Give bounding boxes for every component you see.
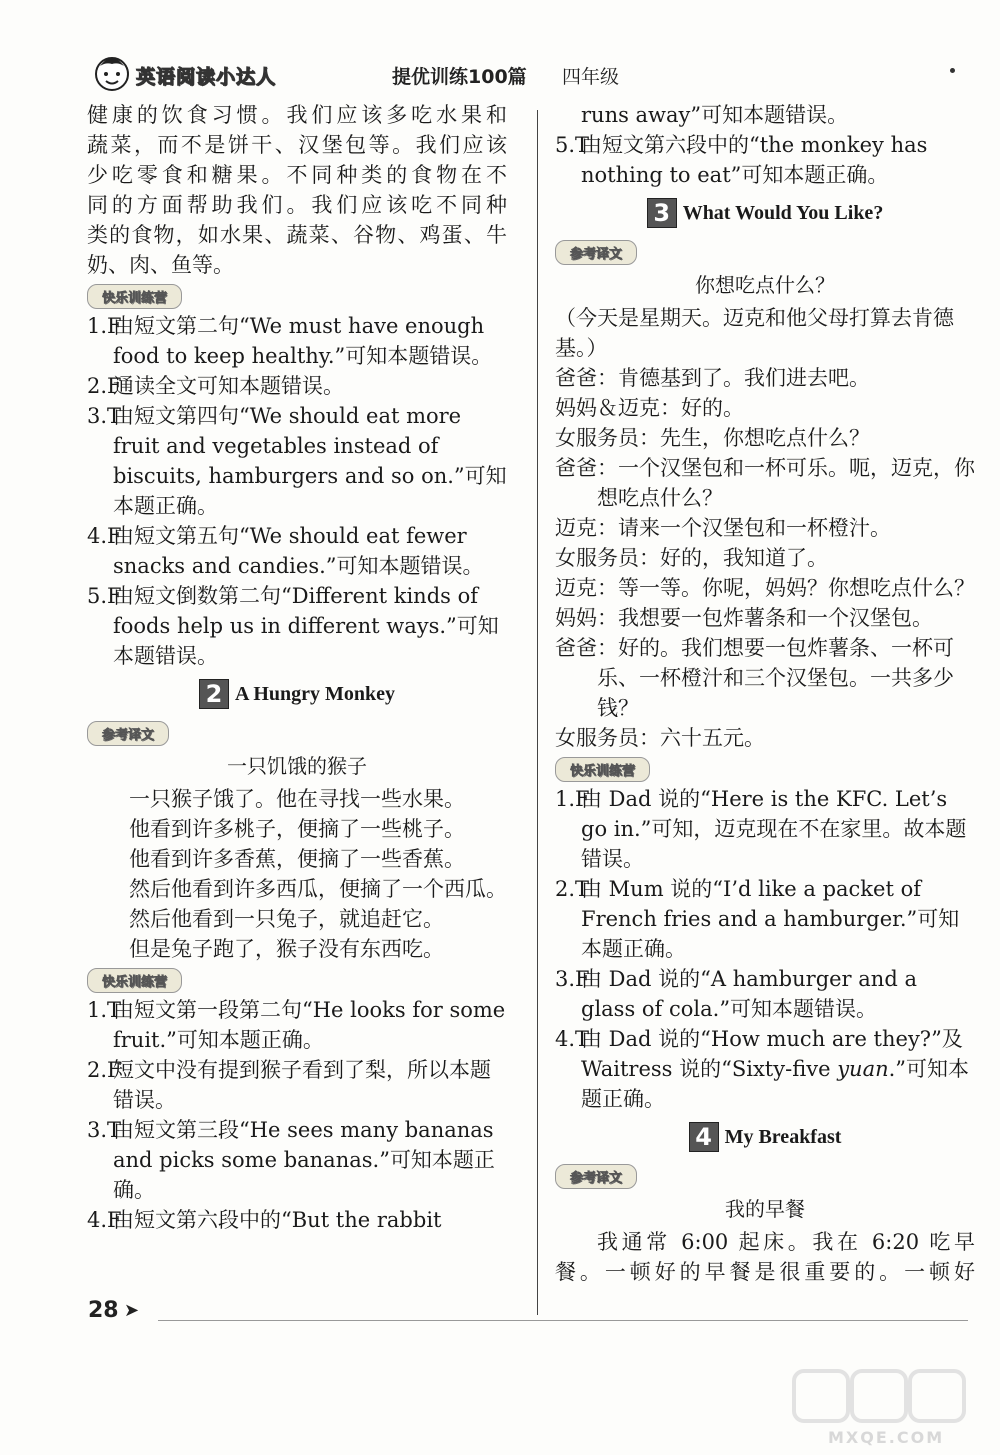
- answer-number: 3.F: [555, 967, 590, 991]
- section-title-cn: 一只饥饿的猴子: [227, 754, 367, 778]
- section-3-heading: [555, 198, 975, 230]
- answer-text: 由 Dad 说的“Here is the KFC. Let’s go in.”可知，迈克现在不在家里。故本题错误。: [581, 787, 967, 871]
- dialog-line: 妈妈：我想要一包炸薯条和一个汉堡包。: [555, 606, 933, 630]
- intro-paragraph: [87, 100, 507, 280]
- watermark-text: MXQE.COM: [828, 1428, 945, 1447]
- answers-list-2: [87, 995, 507, 1235]
- section-number-box: 2: [199, 679, 229, 709]
- intro-line: 奶、肉、鱼等。: [87, 253, 234, 277]
- practice-badge: 快乐训练营: [87, 968, 182, 993]
- translation-badge: 参考译文: [555, 1164, 637, 1189]
- dialog-line: 迈克：请来一个汉堡包和一杯橙汁。: [555, 516, 891, 540]
- answer-number: 3.T: [87, 404, 122, 428]
- answer-item: [555, 130, 975, 190]
- intro-line: 健康的饮食习惯。我们应该多吃水果和: [87, 103, 507, 127]
- header-dot: [950, 68, 955, 73]
- answer-number: 1.F: [555, 787, 590, 811]
- section-title-cn: 你想吃点什么？: [695, 273, 835, 297]
- answer-text: .”可知本题正确。: [581, 1057, 970, 1111]
- dialog-line: 迈克：等一等。你呢，妈妈？你想吃点什么？: [555, 576, 975, 600]
- story-line: 一只猴子饿了。他在寻找一些水果。: [129, 787, 465, 811]
- column-divider: [537, 110, 538, 1315]
- answer-number: 4.F: [87, 1208, 122, 1232]
- dialog-3: [555, 303, 975, 753]
- dialog-line: 爸爸：好的。我们想要一包炸薯条、一杯可乐、一杯橙汁和三个汉堡包。一共多少钱？: [555, 636, 954, 720]
- mascot-logo-icon: [92, 52, 132, 94]
- answer-item: [87, 311, 507, 371]
- story-4: [555, 1227, 975, 1287]
- answer-item: [87, 1205, 507, 1235]
- section-number-box: 4: [689, 1122, 719, 1152]
- story-line: 然后他看到一只兔子，就追赶它。: [129, 907, 444, 931]
- answer-continuation: [555, 100, 975, 130]
- answer-number: 4.T: [555, 1027, 590, 1051]
- section-title-en: What Would You Like?: [682, 201, 884, 224]
- footer-rule: [158, 1320, 968, 1321]
- answer-text: 由短文第六段中的“But the rabbit: [113, 1208, 442, 1232]
- answer-item: [87, 995, 507, 1055]
- story-line: 然后他看到许多西瓜，便摘了一个西瓜。: [129, 877, 507, 901]
- answer-text: 由短文第二句“We must have enough food to keep healthy.”可知本题错误。: [113, 314, 493, 368]
- page-header: [92, 52, 952, 96]
- section-4-heading: [555, 1122, 975, 1154]
- answer-number: 4.F: [87, 524, 122, 548]
- section-number-box: 3: [647, 198, 677, 228]
- dialog-line: 爸爸：一个汉堡包和一杯可乐。呃，迈克，你想吃点什么？: [555, 456, 975, 510]
- answer-number: 1.T: [87, 998, 122, 1022]
- dialog-line: 女服务员：好的，我知道了。: [555, 546, 828, 570]
- answer-number: 2.F: [87, 1058, 122, 1082]
- dialog-line: 女服务员：先生，你想吃点什么？: [555, 426, 870, 450]
- answer-item: [87, 521, 507, 581]
- section-2-heading: [87, 679, 507, 711]
- answer-item: [555, 1024, 975, 1114]
- answer-text-italic: yuan: [837, 1057, 889, 1081]
- answer-item: [555, 874, 975, 964]
- answer-item: [87, 1115, 507, 1205]
- answer-text: 由短文第六段中的“the monkey has nothing to eat”可知本题正确。: [581, 133, 928, 187]
- answer-text: 由 Dad 说的“How much are they?”及 Waitress 说的“Sixty-five: [581, 1027, 963, 1081]
- answer-number: 3.T: [87, 1118, 122, 1142]
- dialog-line: （今天是星期天。迈克和他父母打算去肯德基。）: [555, 306, 954, 360]
- answer-item: [87, 401, 507, 521]
- page-footer: [88, 1298, 968, 1338]
- story-line: 他看到许多香蕉，便摘了一些香蕉。: [129, 847, 465, 871]
- section-title-en: My Breakfast: [724, 1125, 842, 1148]
- answers-list-3: [555, 784, 975, 1114]
- answer-item: [555, 964, 975, 1024]
- answer-number: 2.T: [555, 877, 590, 901]
- intro-line: 同的方面帮助我们。我们应该吃不同种: [87, 193, 507, 217]
- answer-number: 5.T: [555, 133, 590, 157]
- intro-line: 蔬菜，而不是饼干、汉堡包等。我们应该: [87, 133, 507, 157]
- answer-text: 短文中没有提到猴子看到了梨，所以本题错误。: [113, 1058, 491, 1112]
- right-column: [555, 100, 975, 1287]
- story-line: 餐。一顿好的早餐是很重要的。一顿好: [555, 1260, 975, 1284]
- page-number: 28: [88, 1298, 119, 1323]
- section-title-cn: 我的早餐: [725, 1197, 805, 1221]
- intro-line: 少吃零食和糖果。不同种类的食物在不: [87, 163, 507, 187]
- answer-item: [555, 784, 975, 874]
- dialog-line: 爸爸：肯德基到了。我们进去吧。: [555, 366, 870, 390]
- answers-list-1: [87, 311, 507, 671]
- brand-title: 英语阅读小达人: [136, 66, 277, 88]
- dialog-line: 妈妈＆迈克：好的。: [555, 396, 744, 420]
- answer-text: runs away”可知本题错误。: [581, 103, 849, 127]
- answer-text: 由短文倒数第二句“Different kinds of foods help us in different ways.”可知本题错误。: [113, 584, 499, 668]
- practice-badge: 快乐训练营: [87, 284, 182, 309]
- dialog-line: 女服务员：六十五元。: [555, 726, 765, 750]
- answer-item: [87, 581, 507, 671]
- answer-text: 由短文第五句“We should eat fewer snacks and candies.”可知本题错误。: [113, 524, 484, 578]
- answer-text: 由短文第一段第二句“He looks for some fruit.”可知本题正确。: [113, 998, 506, 1052]
- answer-text: 由 Dad 说的“A hamburger and a glass of cola.”可知本题错误。: [581, 967, 917, 1021]
- story-line: 他看到许多桃子，便摘了一些桃子。: [129, 817, 465, 841]
- answer-item: [87, 1055, 507, 1115]
- answer-number: 1.F: [87, 314, 122, 338]
- grade-label: 四年级: [562, 66, 620, 88]
- answer-text: 由短文第三段“He sees many bananas and picks some bananas.”可知本题正确。: [113, 1118, 495, 1202]
- intro-line: 类的食物，如水果、蔬菜、谷物、鸡蛋、牛: [87, 223, 507, 247]
- answer-text: 由 Mum 说的“I’d like a packet of French fries and a hamburger.”可知本题正确。: [581, 877, 960, 961]
- section-title-en: A Hungry Monkey: [234, 682, 396, 705]
- story-line: 我通常 6:00 起床。我在 6:20 吃早: [597, 1230, 975, 1254]
- translation-badge: 参考译文: [87, 721, 169, 746]
- translation-badge: 参考译文: [555, 240, 637, 265]
- answer-text: 通读全文可知本题错误。: [113, 374, 344, 398]
- left-column: [87, 100, 507, 1235]
- answer-number: 2.F: [87, 374, 122, 398]
- answer-number: 5.F: [87, 584, 122, 608]
- answer-item: [87, 371, 507, 401]
- series-title: 提优训练100篇: [392, 66, 527, 88]
- practice-badge: 快乐训练营: [555, 757, 650, 782]
- story-line: 但是兔子跑了，猴子没有东西吃。: [129, 937, 444, 961]
- arrow-right-icon: ➤: [124, 1300, 140, 1321]
- answer-text: 由短文第四句“We should eat more fruit and vegetables instead of biscuits, hamburgers and so on.”可知本题正确。: [113, 404, 507, 518]
- story-2: [87, 784, 507, 964]
